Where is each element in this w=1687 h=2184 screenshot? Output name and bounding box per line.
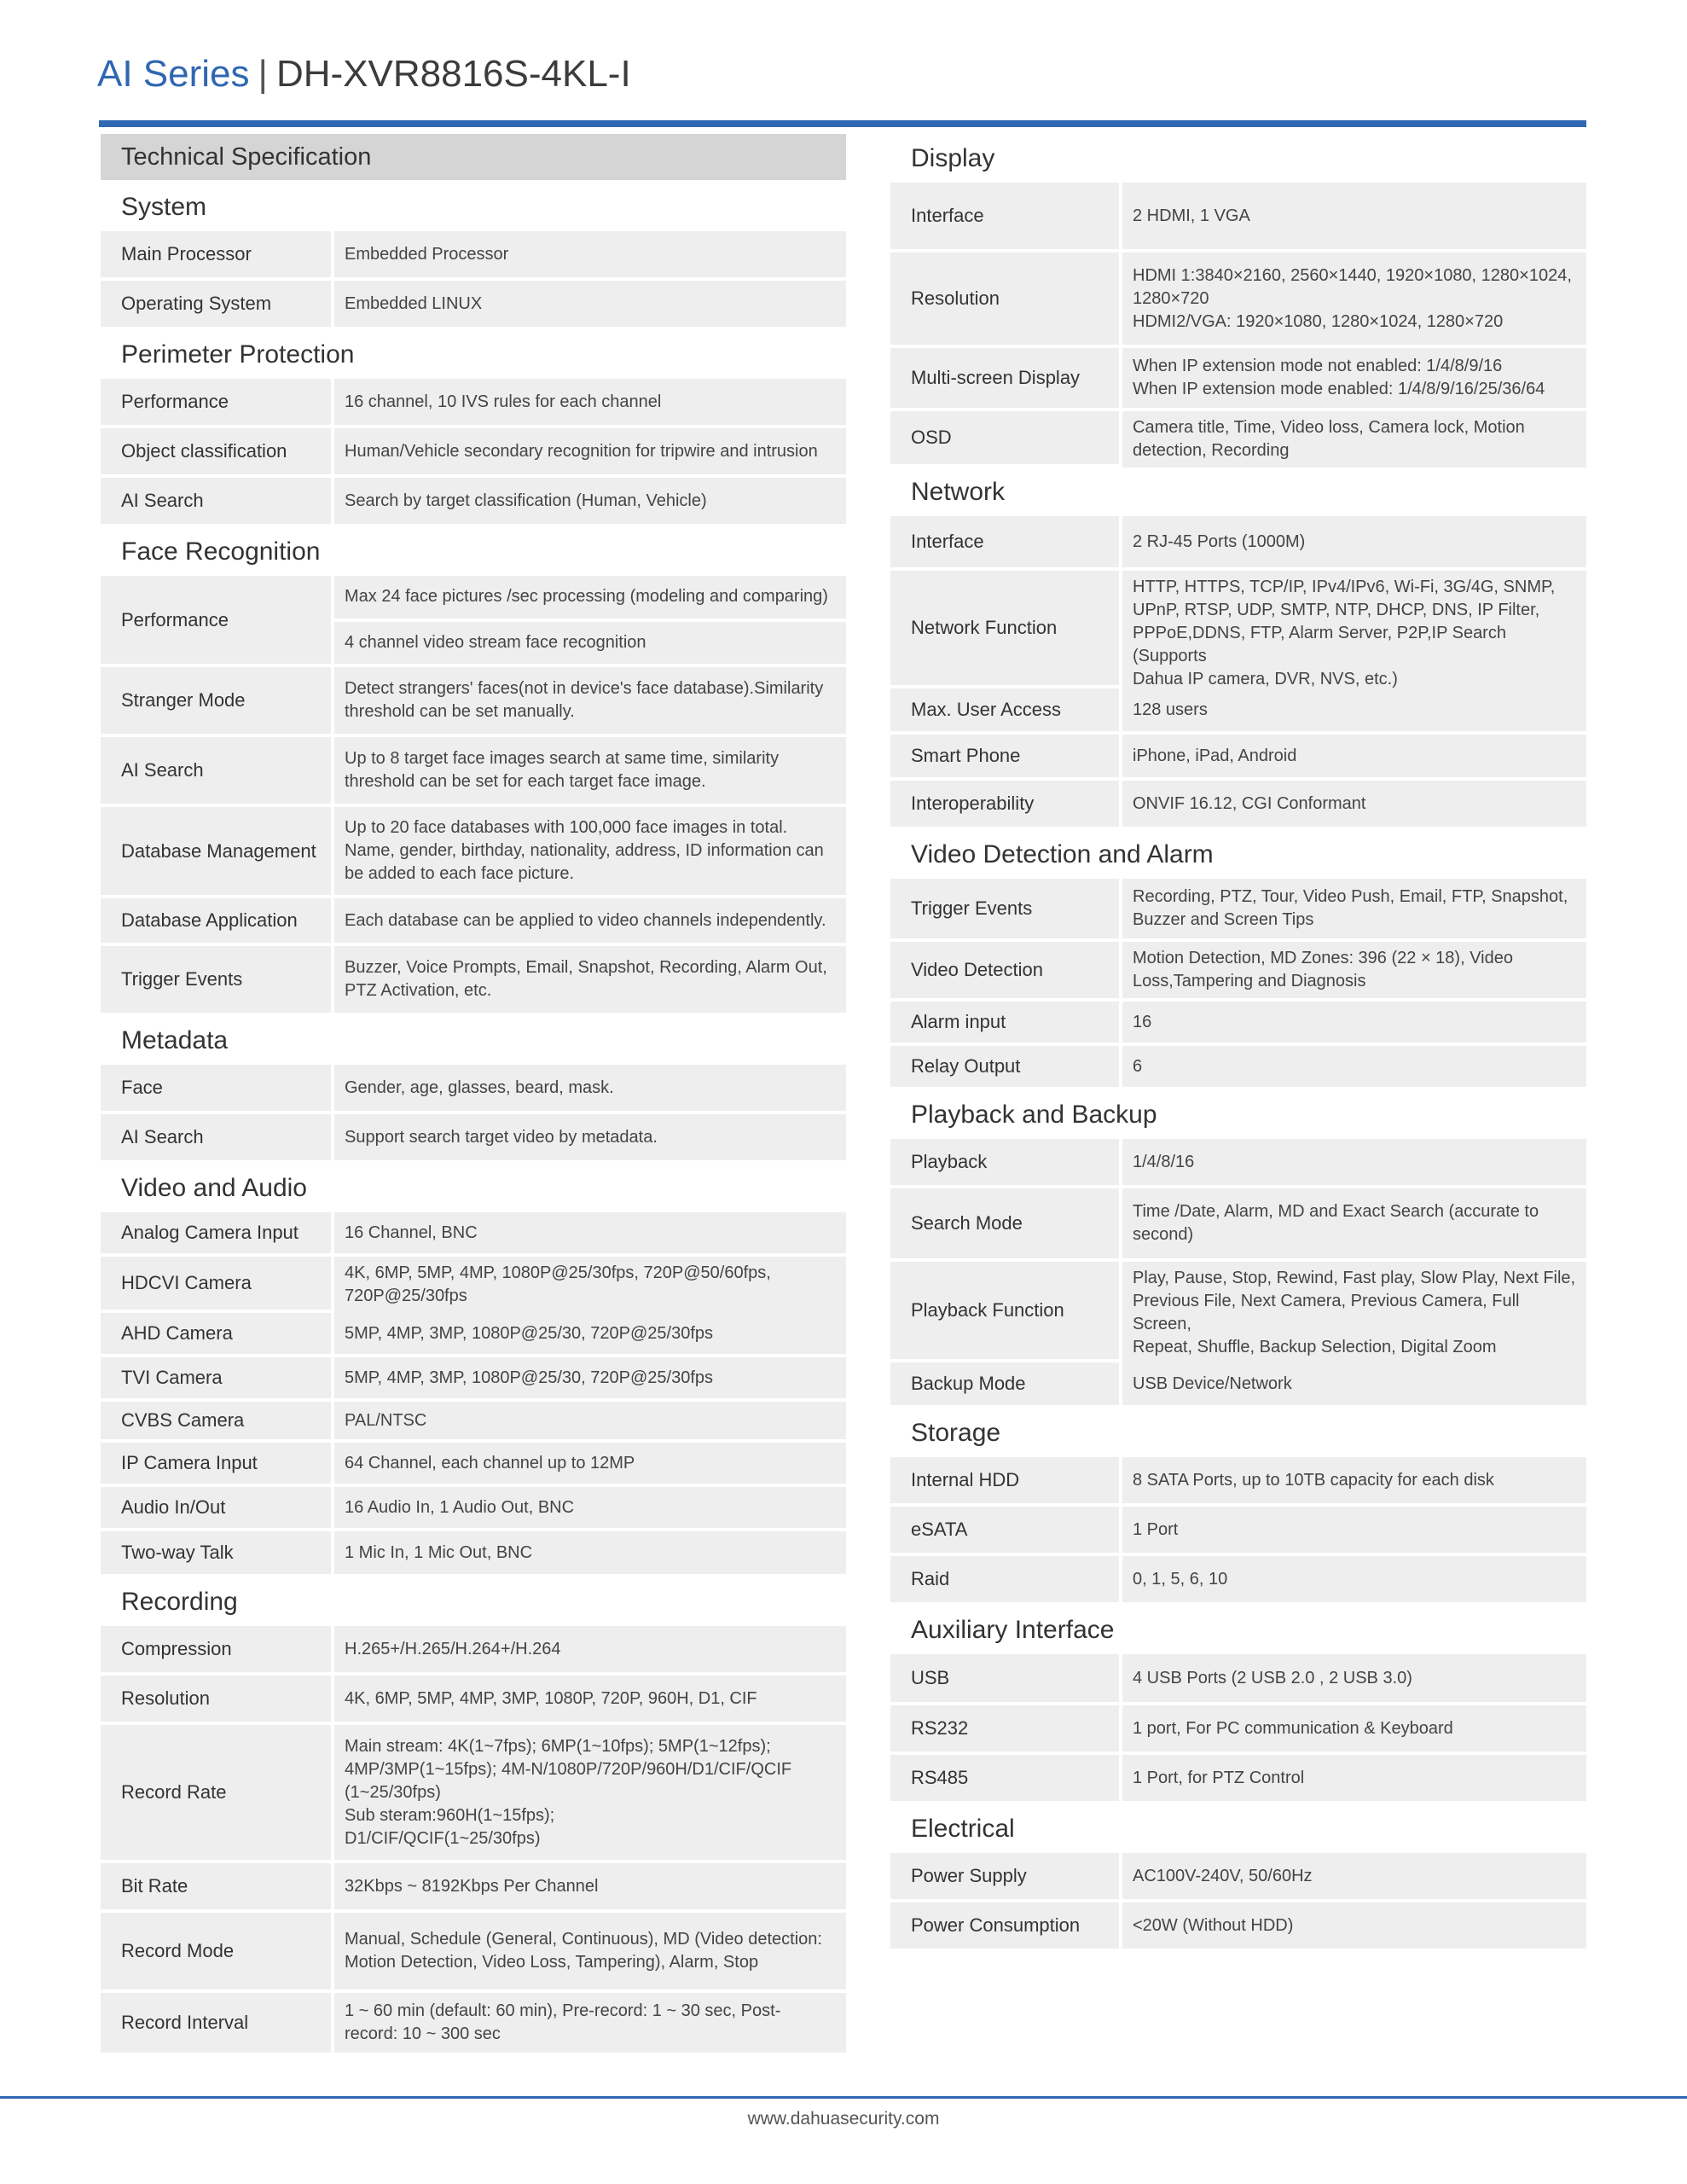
- spec-value: Human/Vehicle secondary recognition for tripwire and intrusion: [334, 428, 846, 474]
- section-title-recording: Recording: [121, 1588, 238, 1616]
- section-title-storage: Storage: [911, 1419, 1001, 1447]
- spec-row: [890, 1362, 1586, 1405]
- spec-row: [101, 1257, 846, 1310]
- spec-label: Interface: [890, 183, 1119, 249]
- spec-label: Multi-screen Display: [890, 348, 1119, 408]
- spec-values: [1122, 411, 1586, 464]
- spec-row: [101, 1402, 846, 1439]
- section-title-video-detection-and-alarm: Video Detection and Alarm: [911, 840, 1214, 868]
- spec-values: [1122, 1556, 1586, 1602]
- spec-values: [334, 898, 846, 943]
- spec-value: 4 USB Ports (2 USB 2.0 , 2 USB 3.0): [1122, 1654, 1586, 1702]
- spec-value: PAL/NTSC: [334, 1402, 846, 1439]
- spec-row: [101, 1725, 846, 1860]
- spec-label: eSATA: [890, 1507, 1119, 1553]
- spec-row: [890, 1755, 1586, 1801]
- spec-values: [334, 1913, 846, 1989]
- spec-value: AC100V-240V, 50/60Hz: [1122, 1853, 1586, 1899]
- spec-label: Internal HDD: [890, 1457, 1119, 1503]
- spec-row: [890, 1556, 1586, 1602]
- spec-label: Playback Function: [890, 1262, 1119, 1359]
- spec-values: [334, 1257, 846, 1310]
- spec-value: Manual, Schedule (General, Continuous), MD (Video detection: Motion Detection, Video Loss, Tampering), Alarm, Stop: [334, 1913, 846, 1989]
- spec-label: Database Management: [101, 807, 331, 895]
- spec-label: Record Interval: [101, 1993, 331, 2053]
- spec-label: USB: [890, 1654, 1119, 1702]
- spec-label: OSD: [890, 411, 1119, 464]
- section-title-metadata: Metadata: [121, 1026, 229, 1054]
- spec-label: Search Mode: [890, 1188, 1119, 1258]
- spec-values: [334, 1065, 846, 1111]
- section-title-perimeter-protection: Perimeter Protection: [121, 340, 355, 369]
- spec-row: [101, 231, 846, 277]
- spec-label: Trigger Events: [890, 879, 1119, 938]
- spec-values: [334, 1443, 846, 1484]
- spec-value: 1 Port: [1122, 1507, 1586, 1553]
- spec-value: 32Kbps ~ 8192Kbps Per Channel: [334, 1863, 846, 1909]
- spec-row: [890, 571, 1586, 688]
- spec-row: [890, 348, 1586, 408]
- spec-values: [334, 667, 846, 734]
- spec-row: [101, 1357, 846, 1398]
- spec-label: Relay Output: [890, 1046, 1119, 1087]
- spec-values: [1122, 1507, 1586, 1553]
- spec-value: Detect strangers' faces(not in device's face database).Similarity threshold can be set manually.: [334, 667, 846, 734]
- spec-value: Main stream: 4K(1~7fps); 6MP(1~10fps); 5MP(1~12fps); 4MP/3MP(1~15fps); 4M-N/1080P/720P/960H/D1/CIF/QCIF (1~25/30fps) Sub steram:960H(1~15fps); D1/CIF/QCIF(1~25/30fps): [334, 1725, 846, 1860]
- header-rule: [99, 120, 1586, 127]
- spec-value: 16 channel, 10 IVS rules for each channel: [334, 379, 846, 425]
- spec-row: [101, 478, 846, 524]
- spec-value: HDMI 1:3840×2160, 2560×1440, 1920×1080, 1280×1024, 1280×720 HDMI2/VGA: 1920×1080, 1280×1024, 1280×720: [1122, 253, 1586, 345]
- spec-value: Embedded Processor: [334, 231, 846, 277]
- spec-label: Bit Rate: [101, 1863, 331, 1909]
- spec-values: [334, 428, 846, 474]
- spec-row: [101, 737, 846, 804]
- spec-values: [1122, 1902, 1586, 1949]
- spec-value: Time /Date, Alarm, MD and Exact Search (accurate to second): [1122, 1188, 1586, 1258]
- section-title-playback-and-backup: Playback and Backup: [911, 1101, 1157, 1129]
- spec-row: [890, 1705, 1586, 1751]
- section-title-video-and-audio: Video and Audio: [121, 1174, 307, 1202]
- spec-value: 16 Channel, BNC: [334, 1212, 846, 1253]
- spec-value: When IP extension mode not enabled: 1/4/8/9/16 When IP extension mode enabled: 1/4/8/9/16/25/36/64: [1122, 348, 1586, 408]
- spec-row: [101, 1993, 846, 2053]
- spec-value: Search by target classification (Human, Vehicle): [334, 478, 846, 524]
- spec-values: [1122, 1188, 1586, 1258]
- spec-values: [1122, 942, 1586, 998]
- spec-value: 4K, 6MP, 5MP, 4MP, 3MP, 1080P, 720P, 960H, D1, CIF: [334, 1676, 846, 1722]
- spec-label: Playback: [890, 1139, 1119, 1185]
- spec-row: [890, 942, 1586, 998]
- spec-row: [101, 1065, 846, 1111]
- spec-label: Analog Camera Input: [101, 1212, 331, 1253]
- spec-label: Record Rate: [101, 1725, 331, 1860]
- spec-label: Stranger Mode: [101, 667, 331, 734]
- spec-value: Up to 20 face databases with 100,000 face images in total. Name, gender, birthday, nationality, address, ID information can be added to each face picture.: [334, 807, 846, 895]
- spec-values: [1122, 1654, 1586, 1702]
- left-sections: [101, 183, 846, 2053]
- spec-value: 2 RJ-45 Ports (1000M): [1122, 516, 1586, 567]
- spec-row: [101, 1212, 846, 1253]
- spec-title: Technical Specification: [101, 134, 846, 180]
- spec-value: 1 port, For PC communication & Keyboard: [1122, 1705, 1586, 1751]
- spec-value: 5MP, 4MP, 3MP, 1080P@25/30, 720P@25/30fps: [334, 1357, 846, 1398]
- spec-row: [890, 516, 1586, 567]
- spec-label: Face: [101, 1065, 331, 1111]
- spec-values: [334, 576, 846, 664]
- spec-row: [101, 379, 846, 425]
- spec-value: 5MP, 4MP, 3MP, 1080P@25/30, 720P@25/30fps: [334, 1313, 846, 1354]
- section-title-auxiliary-interface: Auxiliary Interface: [911, 1616, 1115, 1644]
- spec-row: [890, 1507, 1586, 1553]
- spec-row: [101, 1313, 846, 1354]
- spec-values: [334, 379, 846, 425]
- spec-values: [1122, 1139, 1586, 1185]
- spec-label: Backup Mode: [890, 1362, 1119, 1405]
- spec-row: [101, 1443, 846, 1484]
- spec-values: [334, 1725, 846, 1860]
- spec-value: Motion Detection, MD Zones: 396 (22 × 18), Video Loss,Tampering and Diagnosis: [1122, 942, 1586, 998]
- spec-row: [890, 879, 1586, 938]
- spec-label: Record Mode: [101, 1913, 331, 1989]
- spec-value: 1 Mic In, 1 Mic Out, BNC: [334, 1531, 846, 1574]
- spec-values: [334, 1626, 846, 1672]
- right-column: [890, 134, 1586, 1952]
- spec-values: [1122, 735, 1586, 777]
- spec-label: Alarm input: [890, 1002, 1119, 1043]
- spec-label: Database Application: [101, 898, 331, 943]
- spec-value: Play, Pause, Stop, Rewind, Fast play, Slow Play, Next File, Previous File, Next Camera, Previous Camera, Full Screen, Repeat, Shuffle, Backup Selection, Digital Zoom: [1122, 1262, 1586, 1364]
- spec-value: Embedded LINUX: [334, 281, 846, 327]
- series-label: AI Series: [97, 53, 250, 95]
- spec-row: [890, 688, 1586, 731]
- spec-row: [890, 183, 1586, 249]
- spec-label: Video Detection: [890, 942, 1119, 998]
- spec-label: IP Camera Input: [101, 1443, 331, 1484]
- spec-row: [101, 281, 846, 327]
- spec-label: AI Search: [101, 478, 331, 524]
- spec-label: CVBS Camera: [101, 1402, 331, 1439]
- spec-row: [890, 1654, 1586, 1702]
- spec-row: [101, 898, 846, 943]
- spec-values: [334, 1402, 846, 1439]
- spec-value: Buzzer, Voice Prompts, Email, Snapshot, Recording, Alarm Out, PTZ Activation, etc.: [334, 946, 846, 1013]
- spec-values: [1122, 348, 1586, 408]
- spec-label: Performance: [101, 576, 331, 664]
- spec-label: Two-way Talk: [101, 1531, 331, 1574]
- spec-row: [890, 1139, 1586, 1185]
- section-title-network: Network: [911, 478, 1006, 506]
- spec-label: Smart Phone: [890, 735, 1119, 777]
- spec-row: [890, 735, 1586, 777]
- spec-values: [1122, 688, 1586, 731]
- spec-row: [890, 781, 1586, 827]
- spec-values: [1122, 781, 1586, 827]
- section-title-electrical: Electrical: [911, 1815, 1015, 1843]
- section-title-face-recognition: Face Recognition: [121, 537, 321, 566]
- spec-value: Support search target video by metadata.: [334, 1114, 846, 1160]
- spec-row: [101, 576, 846, 664]
- spec-row: [890, 1457, 1586, 1503]
- spec-row: [101, 1913, 846, 1989]
- spec-values: [1122, 1457, 1586, 1503]
- spec-row: [101, 667, 846, 734]
- spec-value: 4K, 6MP, 5MP, 4MP, 1080P@25/30fps, 720P@50/60fps, 720P@25/30fps: [334, 1257, 846, 1313]
- spec-value: 16: [1122, 1002, 1586, 1043]
- spec-label: Interoperability: [890, 781, 1119, 827]
- spec-value: 2 HDMI, 1 VGA: [1122, 183, 1586, 249]
- spec-label: Resolution: [890, 253, 1119, 345]
- spec-value: 1 Port, for PTZ Control: [1122, 1755, 1586, 1801]
- spec-value: 1/4/8/16: [1122, 1139, 1586, 1185]
- spec-row: [101, 1676, 846, 1722]
- spec-row: [101, 1531, 846, 1574]
- spec-value: 1 ~ 60 min (default: 60 min), Pre-record: 1 ~ 30 sec, Post- record: 10 ~ 300 sec: [334, 1993, 846, 2053]
- spec-row: [890, 1262, 1586, 1359]
- spec-values: [334, 1114, 846, 1160]
- right-sections: [890, 134, 1586, 1949]
- spec-value: USB Device/Network: [1122, 1362, 1586, 1405]
- spec-row: [890, 1902, 1586, 1949]
- spec-label: RS232: [890, 1705, 1119, 1751]
- spec-value: 6: [1122, 1046, 1586, 1087]
- footer-url: www.dahuasecurity.com: [747, 2109, 940, 2129]
- spec-value: Up to 8 target face images search at same time, similarity threshold can be set for each target face image.: [334, 737, 846, 804]
- spec-value: 16 Audio In, 1 Audio Out, BNC: [334, 1487, 846, 1528]
- spec-row: [890, 1046, 1586, 1087]
- spec-value: Max 24 face pictures /sec processing (modeling and comparing): [334, 576, 846, 619]
- spec-label: AI Search: [101, 737, 331, 804]
- spec-values: [1122, 253, 1586, 345]
- spec-label: HDCVI Camera: [101, 1257, 331, 1310]
- spec-label: Compression: [101, 1626, 331, 1672]
- spec-values: [334, 1993, 846, 2053]
- spec-label: Power Consumption: [890, 1902, 1119, 1949]
- spec-label: Main Processor: [101, 231, 331, 277]
- spec-label: Resolution: [101, 1676, 331, 1722]
- page-header: [97, 44, 631, 104]
- spec-values: [1122, 1046, 1586, 1087]
- spec-value: ONVIF 16.12, CGI Conformant: [1122, 781, 1586, 827]
- spec-values: [334, 231, 846, 277]
- spec-row: [890, 253, 1586, 345]
- spec-label: TVI Camera: [101, 1357, 331, 1398]
- spec-row: [890, 1002, 1586, 1043]
- spec-row: [101, 1863, 846, 1909]
- header-separator: |: [258, 53, 268, 95]
- spec-row: [101, 428, 846, 474]
- spec-values: [334, 1212, 846, 1253]
- spec-values: [334, 1531, 846, 1574]
- spec-value: 8 SATA Ports, up to 10TB capacity for each disk: [1122, 1457, 1586, 1503]
- spec-label: Audio In/Out: [101, 1487, 331, 1528]
- spec-row: [890, 1188, 1586, 1258]
- spec-values: [1122, 879, 1586, 938]
- spec-values: [334, 1863, 846, 1909]
- section-title-display: Display: [911, 144, 995, 172]
- spec-values: [1122, 1262, 1586, 1359]
- spec-row: [101, 946, 846, 1013]
- spec-label: RS485: [890, 1755, 1119, 1801]
- spec-row: [101, 1114, 846, 1160]
- spec-value: 64 Channel, each channel up to 12MP: [334, 1443, 846, 1484]
- spec-values: [1122, 1755, 1586, 1801]
- spec-values: [334, 807, 846, 895]
- spec-row: [890, 411, 1586, 464]
- spec-values: [334, 1357, 846, 1398]
- spec-label: Interface: [890, 516, 1119, 567]
- spec-value: <20W (Without HDD): [1122, 1902, 1586, 1949]
- spec-row: [101, 1487, 846, 1528]
- spec-label: AI Search: [101, 1114, 331, 1160]
- spec-row: [101, 1626, 846, 1672]
- spec-label: Operating System: [101, 281, 331, 327]
- spec-value: Gender, age, glasses, beard, mask.: [334, 1065, 846, 1111]
- spec-label: Object classification: [101, 428, 331, 474]
- spec-values: [334, 1313, 846, 1354]
- spec-value: 128 users: [1122, 688, 1586, 731]
- spec-values: [334, 946, 846, 1013]
- spec-label: Raid: [890, 1556, 1119, 1602]
- spec-value: Recording, PTZ, Tour, Video Push, Email, FTP, Snapshot, Buzzer and Screen Tips: [1122, 879, 1586, 938]
- footer-rule: [0, 2096, 1687, 2099]
- spec-value: 0, 1, 5, 6, 10: [1122, 1556, 1586, 1602]
- spec-values: [334, 1487, 846, 1528]
- spec-values: [334, 737, 846, 804]
- spec-label: Trigger Events: [101, 946, 331, 1013]
- section-title-system: System: [121, 193, 207, 221]
- model-name: DH-XVR8816S-4KL-I: [275, 53, 631, 95]
- left-column: [101, 134, 846, 2056]
- spec-value: iPhone, iPad, Android: [1122, 735, 1586, 777]
- spec-values: [334, 1676, 846, 1722]
- spec-values: [1122, 1002, 1586, 1043]
- spec-label: Max. User Access: [890, 688, 1119, 731]
- spec-value: Each database can be applied to video channels independently.: [334, 898, 846, 943]
- spec-values: [1122, 516, 1586, 567]
- spec-row: [101, 807, 846, 895]
- spec-label: Network Function: [890, 571, 1119, 685]
- spec-values: [1122, 1362, 1586, 1405]
- spec-values: [1122, 1705, 1586, 1751]
- spec-row: [890, 1853, 1586, 1899]
- spec-label: Performance: [101, 379, 331, 425]
- spec-value: HTTP, HTTPS, TCP/IP, IPv4/IPv6, Wi-Fi, 3G/4G, SNMP, UPnP, RTSP, UDP, SMTP, NTP, DHCP, DNS, IP Filter, PPPoE,DDNS, FTP, Alarm Server, P2P,IP Search (Supports Dahua IP camera, DVR, NVS, etc.): [1122, 571, 1586, 696]
- spec-label: Power Supply: [890, 1853, 1119, 1899]
- spec-value: Camera title, Time, Video loss, Camera lock, Motion detection, Recording: [1122, 411, 1586, 468]
- spec-values: [334, 281, 846, 327]
- spec-values: [1122, 571, 1586, 688]
- spec-values: [1122, 183, 1586, 249]
- spec-value: H.265+/H.265/H.264+/H.264: [334, 1626, 846, 1672]
- spec-label: AHD Camera: [101, 1313, 331, 1354]
- spec-values: [334, 478, 846, 524]
- spec-value: 4 channel video stream face recognition: [334, 622, 846, 665]
- spec-values: [1122, 1853, 1586, 1899]
